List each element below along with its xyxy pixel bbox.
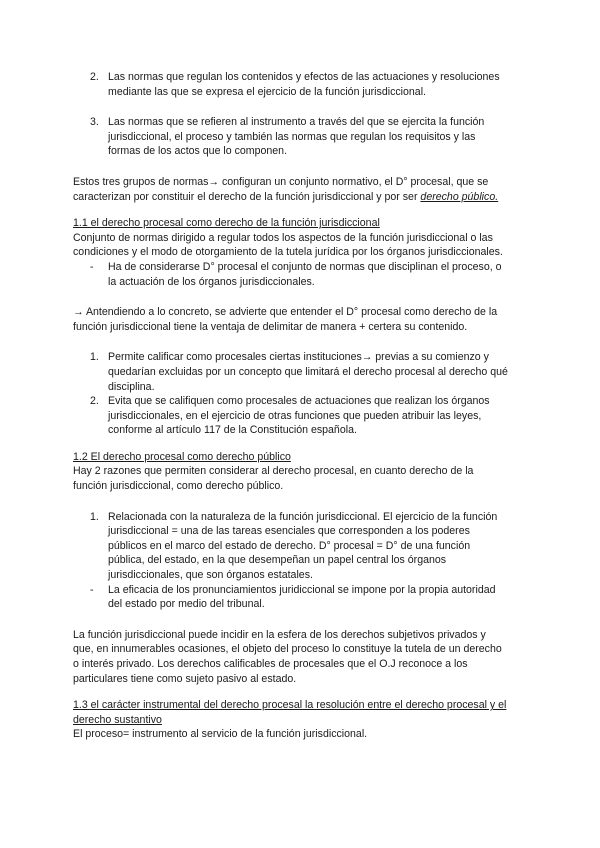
list-line: Permite calificar como procesales ciertas instituciones→ previas a su comienzo y — [108, 351, 489, 364]
list-line: pública, del estado, en la que desempeñan un papel central los órganos — [108, 554, 447, 567]
document-page — [73, 70, 533, 742]
list-line: Ha de considerarse D° procesal el conjunto de normas que disciplinan el proceso, o — [108, 260, 502, 273]
list-line: quedarían excluidas por un concepto que limitará el derecho procesal al derecho qué — [108, 365, 508, 378]
paragraph-funcion-jurisdiccional — [73, 628, 533, 686]
paragraph-line: función jurisdiccional tiene la ventaja de delimitar de manera + certera su contenido. — [73, 320, 468, 333]
paragraph-antendiendo — [73, 305, 533, 334]
paragraph-line: condiciones y el modo de otorgamiento de la tutela jurídica por los órganos jurisdiccionales. — [73, 246, 503, 259]
list-item — [73, 260, 533, 289]
list-item — [73, 583, 533, 612]
list-marker: - — [90, 260, 94, 273]
section-heading: derecho sustantivo — [73, 713, 162, 726]
list-marker: 2. — [90, 395, 99, 408]
list-line: del estado por medio del tribunal. — [108, 598, 265, 611]
paragraph-line — [73, 190, 533, 205]
paragraph-grupos-normas — [73, 175, 533, 204]
ventajas-list — [73, 350, 533, 438]
list-item — [73, 510, 533, 583]
paragraph-line: La función jurisdiccional puede incidir en la esfera de los derechos subjetivos privados y — [73, 628, 486, 641]
paragraph-line: función jurisdiccional, como derecho público. — [73, 480, 284, 493]
list-marker: 2. — [90, 71, 99, 83]
emphasis-derecho-publico: derecho público. — [420, 190, 499, 203]
list-line: jurisdiccionales, que son órganos estatales. — [108, 569, 313, 582]
list-line: jurisdiccionales, en el ejercicio de otras funciones que pueden atribuir las leyes, — [108, 409, 482, 422]
list-item — [73, 70, 533, 99]
paragraph-line: o interés privado. Los derechos calificables de procesales que el O.J reconoce a los — [73, 658, 468, 670]
razones-list — [73, 510, 533, 612]
paragraph-line: Conjunto de normas dirigido a regular todos los aspectos de la función jurisdiccional o las — [73, 231, 493, 244]
list-line: disciplina. — [108, 380, 155, 393]
paragraph-line: particulares tiene como sujeto pasivo al estado. — [73, 672, 297, 685]
section-heading: 1.1 el derecho procesal como derecho de la función jurisdiccional — [73, 217, 380, 230]
list-line: jurisdiccional = una de las tareas esenciales que corresponden a los poderes — [108, 525, 470, 538]
list-item — [73, 394, 533, 438]
list-line: Las normas que regulan los contenidos y efectos de las actuaciones y resoluciones — [108, 71, 500, 83]
list-line: jurisdiccional, el proceso y también las normas que regulan los requisitos y las — [108, 130, 476, 143]
list-line: públicos en el marco del estado de derecho. D° procesal = D° de una función — [108, 539, 471, 552]
list-line: Evita que se califiquen como procesales de actuaciones que realizan los órganos — [108, 395, 490, 408]
paragraph-line: que, en innumerables ocasiones, el objeto del proceso lo constituye la tutela de un derecho — [73, 643, 502, 656]
list-line: mediante las que se expresa el ejercicio de la función jurisdiccional. — [108, 85, 426, 98]
list-line: formas de los actos que lo componen. — [108, 145, 288, 158]
paragraph-line: Hay 2 razones que permiten considerar al derecho procesal, en cuanto derecho de la — [73, 465, 474, 478]
list-marker: 1. — [90, 351, 99, 364]
section-1-2 — [73, 450, 533, 494]
section-heading: 1.3 el carácter instrumental del derecho procesal la resolución entre el derecho procesal y el — [73, 699, 507, 712]
intro-list — [73, 70, 533, 159]
list-line: conforme al artículo 117 de la Constitución española. — [108, 424, 357, 437]
paragraph-text: caracterizan por constituir el derecho de la función jurisdiccional y por ser — [73, 190, 421, 203]
list-line: Las normas que se refieren al instrumento a través del que se ejercita la función — [108, 116, 485, 129]
list-marker: - — [90, 583, 94, 596]
section-heading: 1.2 El derecho procesal como derecho público — [73, 450, 291, 463]
paragraph-line: Estos tres grupos de normas→ configuran un conjunto normativo, el D° procesal, que se — [73, 175, 489, 188]
list-marker: 1. — [90, 510, 99, 523]
section-1-3 — [73, 698, 533, 742]
section-1-1 — [73, 216, 533, 289]
list-item — [73, 350, 533, 394]
paragraph-line: → Antendiendo a lo concreto, se advierte que entender el D° procesal como derecho de la — [73, 306, 498, 319]
list-item — [73, 115, 533, 159]
list-line: la actuación de los órganos jurisdiccionales. — [108, 275, 315, 288]
list-line: Relacionada con la naturaleza de la función jurisdiccional. El ejercicio de la función — [108, 510, 498, 523]
paragraph-line: El proceso= instrumento al servicio de la función jurisdiccional. — [73, 728, 368, 741]
list-line: La eficacia de los pronunciamientos juridiccional se impone por la propia autoridad — [108, 583, 496, 596]
list-marker: 3. — [90, 116, 99, 129]
